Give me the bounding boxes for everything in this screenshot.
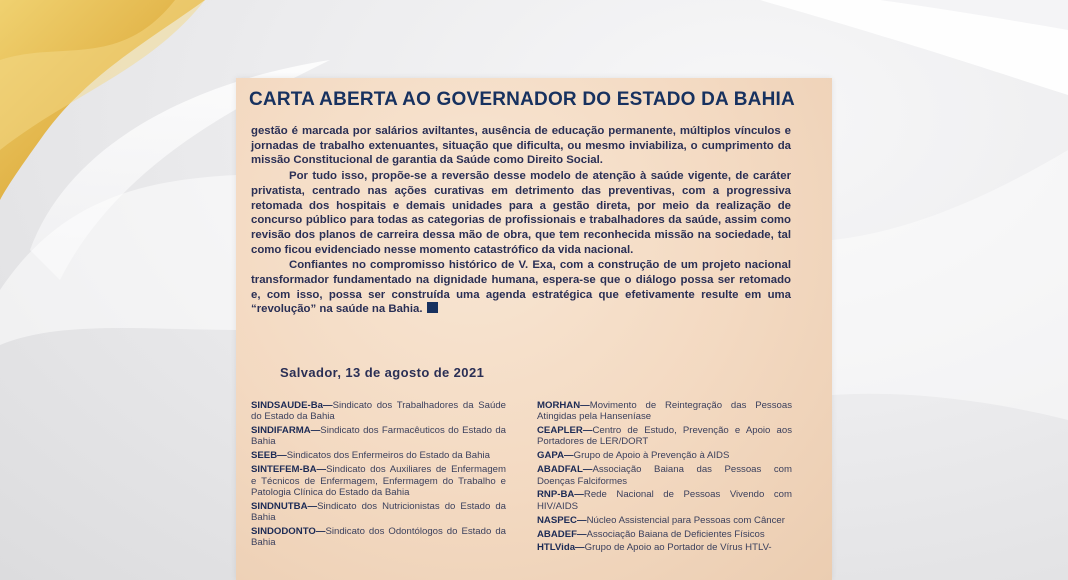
- signatory-item: [537, 450, 792, 461]
- signatory-item: [251, 464, 506, 498]
- signatory-item: [537, 464, 792, 487]
- signatories-left-column: [251, 400, 506, 551]
- signatory-item: [537, 425, 792, 448]
- end-mark-square: [427, 302, 438, 313]
- signatory-name: Sindicato dos Nutricionistas do Estado da Bahia: [251, 500, 506, 524]
- signatory-item: [251, 425, 506, 448]
- signatory-acronym: RNP-BA—: [537, 489, 584, 501]
- signatory-item: [537, 400, 792, 423]
- signatory-name: Associação Baiana de Deficientes Físicos: [586, 528, 765, 540]
- signatory-item: [251, 501, 506, 524]
- letter-body: [251, 124, 791, 318]
- signatory-name: Sindicato dos Auxiliares de Enfermagem e Técnicos de Enfermagem, Enfermagem do Trabalho e Patologia Clínica do Estado da Bahia: [251, 464, 506, 498]
- signatory-name: Grupo de Apoio à Prevenção à AIDS: [573, 450, 730, 462]
- document-title: CARTA ABERTA AO GOVERNADOR DO ESTADO DA BAHIA: [249, 89, 795, 110]
- signatory-item: [537, 515, 792, 526]
- paragraph-3-text: Confiantes no compromisso histórico de V. Exa, com a construção de um projeto nacional transformador fundamentado na dignidade humana, espera-se que o diálogo possa ser retomado e, com isso, possa ser construída uma agenda estratégica que efetivamente resulte em uma “revolução” na saúde na Bahia.: [251, 259, 791, 316]
- signatory-item: [251, 526, 506, 549]
- signatory-acronym: SINTEFEM-BA—: [251, 464, 327, 476]
- signatory-item: [537, 489, 792, 512]
- signatory-acronym: CEAPLER—: [537, 425, 593, 437]
- signatory-acronym: HTLVida—: [537, 542, 585, 554]
- signatory-name: Rede Nacional de Pessoas Vivendo com HIV/AIDS: [537, 489, 792, 512]
- paragraph-1: gestão é marcada por salários aviltantes, ausência de educação permanente, múltiplos vínculos e jornadas de trabalho extenuantes, situação que dificulta, ou mesmo inviabiliza, o cumprimento da missão Constitucional de garantia da Saúde como Direito Social.: [251, 125, 791, 167]
- signatory-item: [251, 450, 506, 461]
- signatory-acronym: MORHAN—: [537, 400, 590, 411]
- signatory-acronym: NASPEC—: [537, 514, 587, 526]
- signatory-acronym: SINDODONTO—: [251, 525, 326, 537]
- signatory-name: Associação Baiana das Pessoas com Doenças Falciformes: [537, 464, 792, 487]
- date-line: Salvador, 13 de agosto de 2021: [280, 365, 485, 380]
- signatory-item: [537, 529, 792, 540]
- signatory-name: Núcleo Assistencial para Pessoas com Câncer: [586, 514, 785, 526]
- signatory-name: Centro de Estudo, Prevenção e Apoio aos Portadores de LER/DORT: [537, 425, 792, 448]
- signatory-acronym: GAPA—: [537, 450, 574, 462]
- signatory-acronym: SEEB—: [251, 450, 287, 462]
- signatory-acronym: ABADFAL—: [537, 464, 593, 476]
- signatory-acronym: SINDSAUDE-Ba—: [251, 400, 333, 411]
- signatory-name: Sindicato dos Farmacêuticos do Estado da Bahia: [251, 425, 506, 448]
- signatory-name: Sindicato dos Trabalhadores da Saúde do Estado da Bahia: [251, 400, 506, 423]
- signatory-name: Sindicato dos Odontólogos do Estado da Bahia: [251, 525, 506, 549]
- paragraph-3: [251, 258, 791, 317]
- signatory-item: [251, 400, 506, 423]
- signatory-name: Grupo de Apoio ao Portador de Vírus HTLV-: [584, 542, 772, 554]
- signatories-right-column: [537, 400, 792, 556]
- signatory-name: Movimento de Reintegração das Pessoas Atingidas pela Hanseníase: [537, 400, 792, 423]
- signatory-acronym: SINDIFARMA—: [251, 425, 321, 437]
- signatory-name: Sindicatos dos Enfermeiros do Estado da Bahia: [286, 450, 490, 462]
- letter-document: [236, 78, 832, 580]
- signatory-acronym: ABADEF—: [537, 528, 587, 540]
- signatory-acronym: SINDNUTBA—: [251, 500, 318, 512]
- paragraph-2: Por tudo isso, propõe-se a reversão desse modelo de atenção à saúde vigente, de caráter privatista, centrado nas ações curativas em detrimento das preventivas, com a progressiva retomada dos hospitais e demais unidades para a gestão direta, por meio da realização de concurso público para todas as categorias de profissionais e trabalhadores da saúde, assim como revisão dos planos de carreira dessa mão de obra, que tem reconhecida missão na sociedade, tal como ficou evidenciado nesse momento catastrófico da vida nacional.: [251, 170, 791, 256]
- signatory-item: [537, 542, 792, 553]
